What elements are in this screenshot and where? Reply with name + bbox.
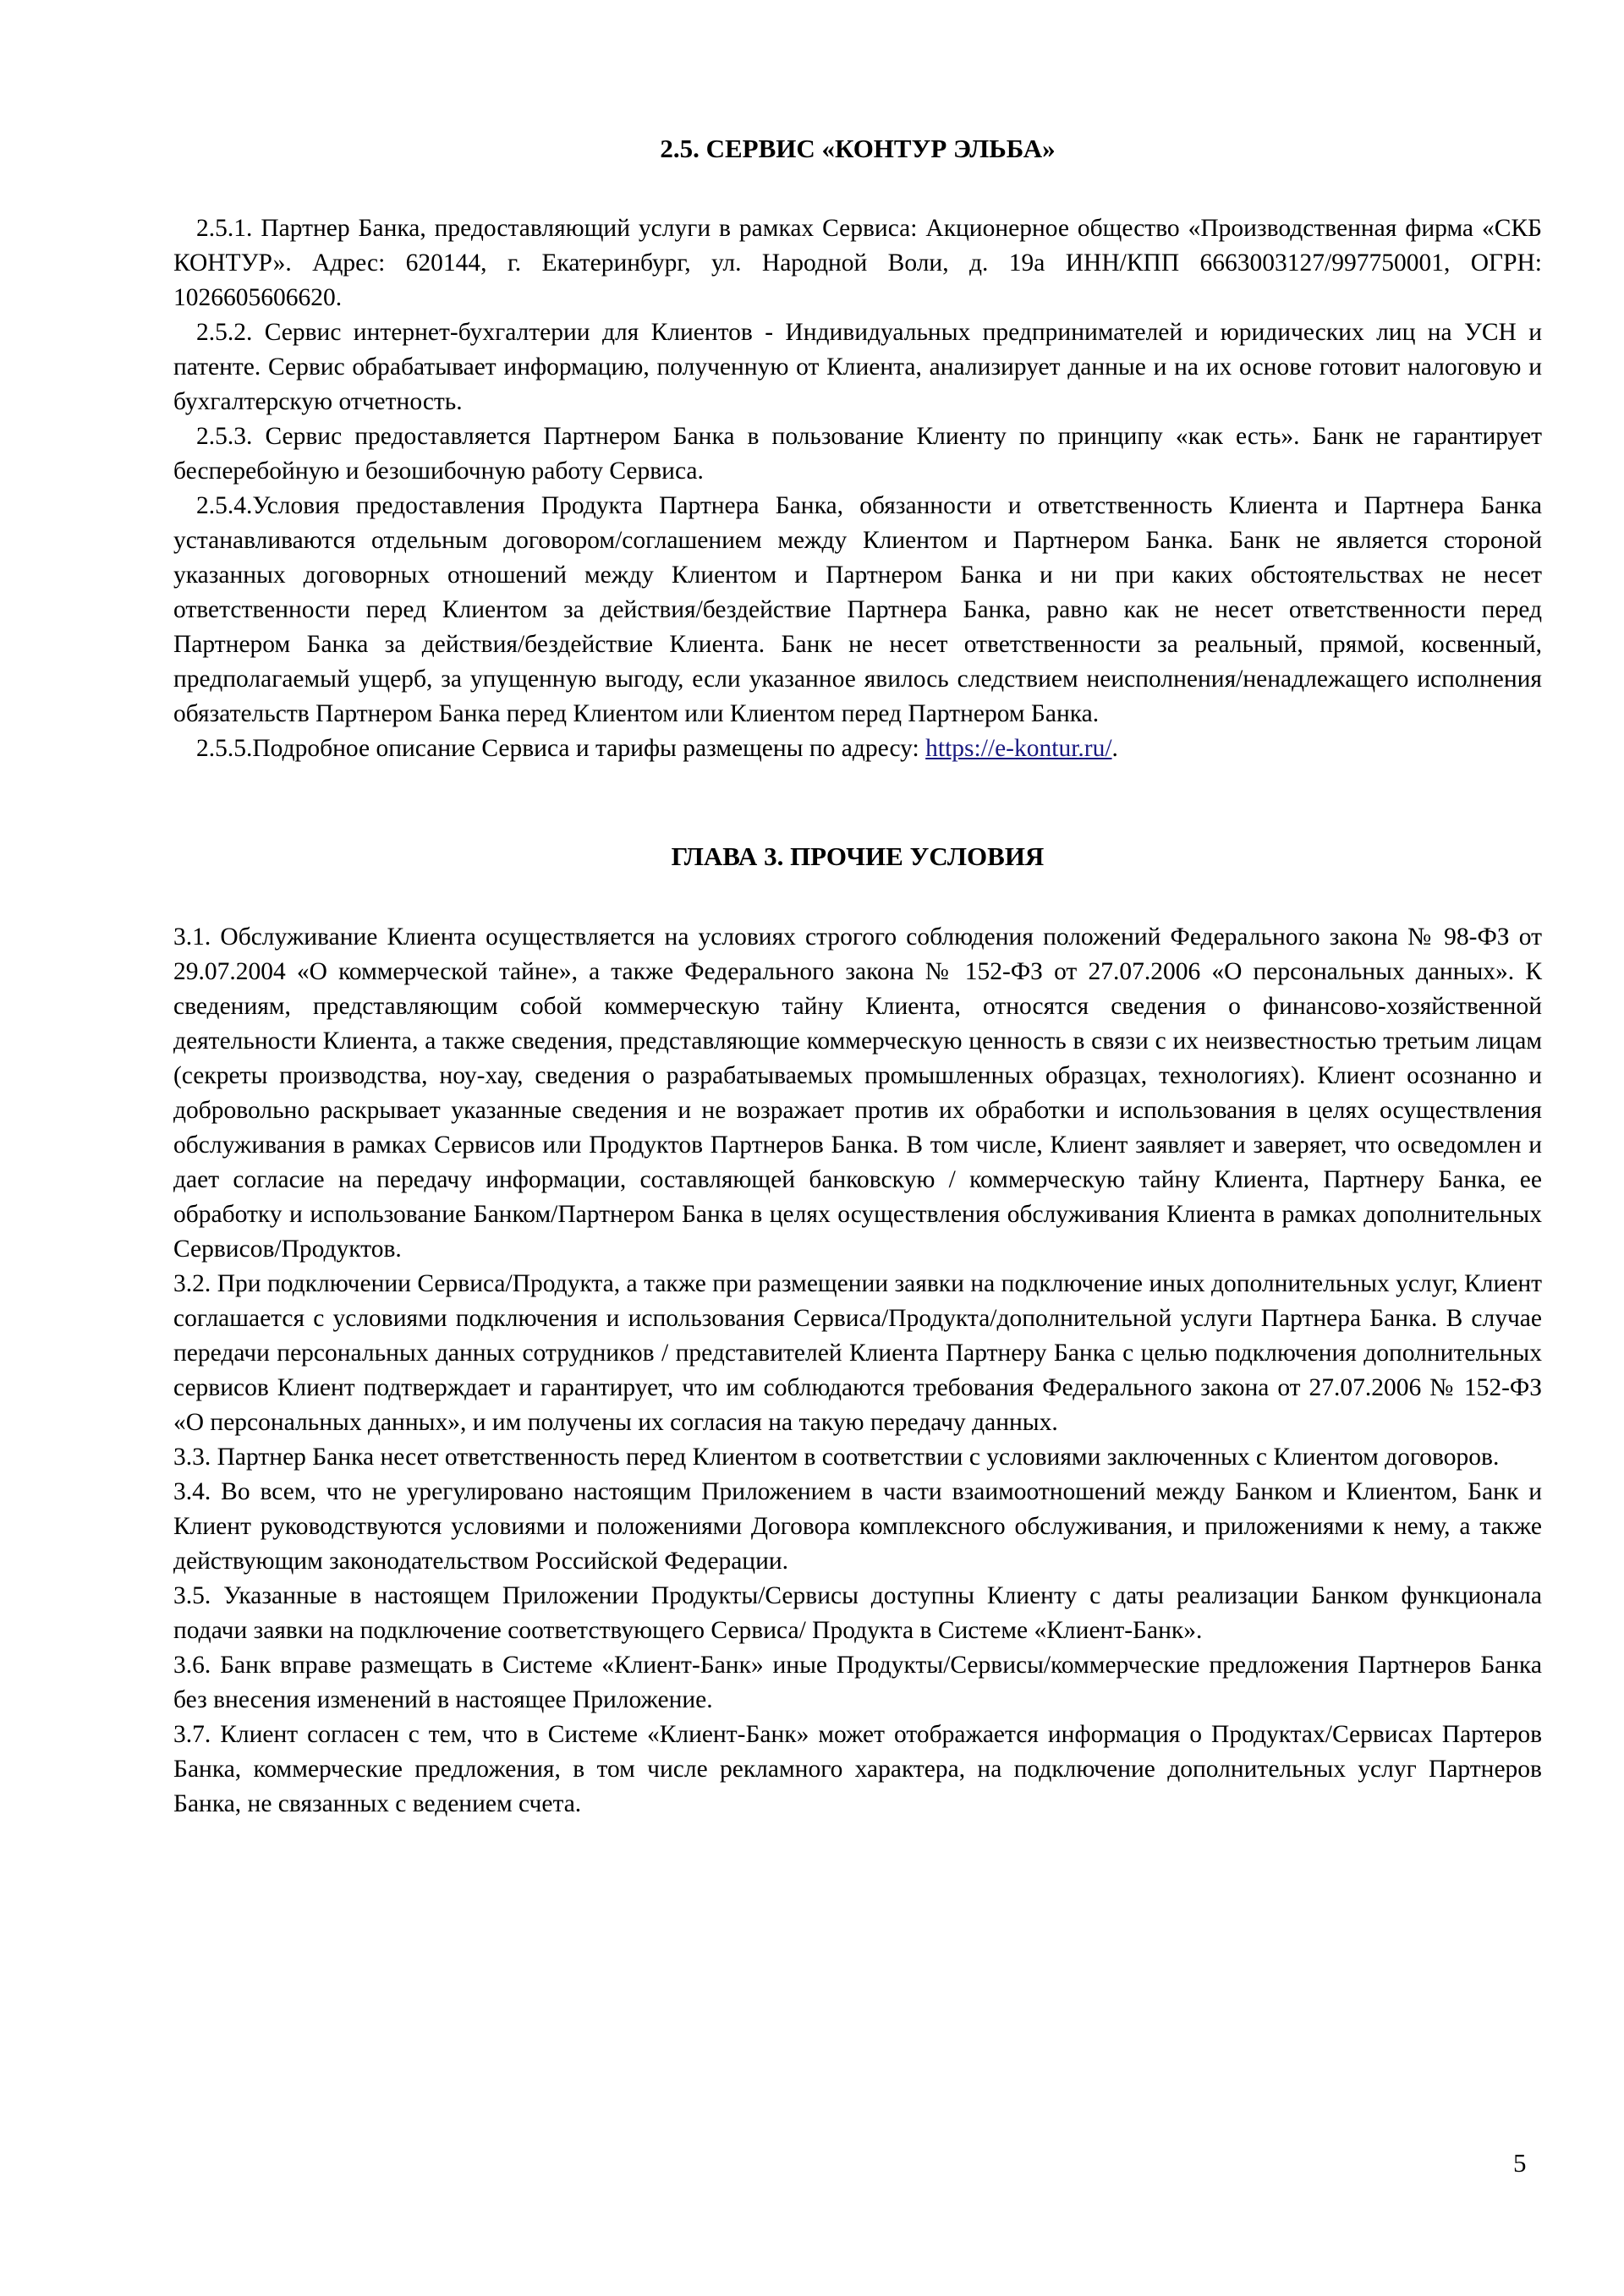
chapter-3-body — [173, 920, 1542, 1822]
paragraph-2-5-3: 2.5.3. Сервис предоставляется Партнером Банка в пользование Клиенту по принципу «как есть». Банк не гарантирует бесперебойную и безошибочную работу Сервиса. — [173, 423, 1542, 485]
chapter-heading-3: ГЛАВА 3. ПРОЧИЕ УСЛОВИЯ — [671, 841, 1045, 871]
section-2-5-body — [173, 211, 1542, 766]
paragraph-2-5-5-text: 2.5.5.Подробное описание Сервиса и тарифы размещены по адресу: — [196, 735, 926, 762]
page-number: 5 — [1513, 2148, 1527, 2178]
paragraph-3-1 — [173, 920, 1542, 1267]
paragraph-3-6: 3.6. Банк вправе размещать в Системе «Клиент-Банк» иные Продукты/Сервисы/коммерческие предложения Партнеров Банка без внесения изменений в настоящее Приложение. — [173, 1652, 1542, 1713]
paragraph-3-2: 3.2. При подключении Сервиса/Продукта, а также при размещении заявки на подключение иных дополнительных услуг, Клиент соглашается с условиями подключения и использования Сервиса/Продукта/дополнительной услуги Партнера Банка. В случае передачи персональных данных сотрудников / представителей Клиента Партнеру Банка с целью подключения дополнительных сервисов Клиент подтверждает и гарантирует, что им соблюдаются требования Федерального закона от 27.07.2006 № 152-ФЗ «О персональных данных», и им получены их согласия на такую передачу данных. — [173, 1270, 1542, 1436]
paragraph-3-5: 3.5. Указанные в настоящем Приложении Продукты/Сервисы доступны Клиенту с даты реализации Банком функционала подачи заявки на подключение соответствующего Сервиса/ Продукта в Системе «Клиент-Банк». — [173, 1582, 1542, 1644]
paragraph-3-1-text: 3.1. Обслуживание Клиента осуществляется на условиях строгого соблюдения положений Федерального закона № 98-ФЗ от 29.07.2004 «О коммерческой тайне», а также Федерального закона № 152-ФЗ от 27.07.2006 «О персональных данных». К сведениям, представляющим собой коммерческую тайну Клиента, относятся сведения о финансово-хозяйственной деятельности Клиента, а также сведения, представляющие коммерческую ценность в связи с их неизвестностью третьим лицам (секреты производства, ноу-хау, сведения о разрабатываемых промышленных образцах, технологиях). Клиент осознанно и добровольно раскрывает указанные сведения и не возражает против их обработки и использования в целях осуществления обслуживания в рамках Сервисов или Продуктов Партнеров Банка. В том числе, Клиент заявляет и заверяет, что осведомлен и дает согласие на передачу информации, составляющей банковскую / коммерческую тайну Клиента, Партнеру Банка, ее обработку и использование Банком/Партнером Банка в целях осуществления обслуживания Клиента в рамках дополнительных Сервисов/Продуктов. — [173, 923, 1542, 1263]
paragraph-2-5-4: 2.5.4.Условия предоставления Продукта Партнера Банка, обязанности и ответственность Клиента и Партнера Банка устанавливаются отдельным договором/соглашением между Клиентом и Партнером Банка. Банк не является стороной указанных договорных отношений между Клиентом и Партнером Банка и ни при каких обстоятельствах не несет ответственности перед Клиентом за действия/бездействие Партнера Банка, равно как не несет ответственности перед Партнером Банка за действия/бездействие Клиента. Банк не несет ответственности за реальный, прямой, косвенный, предполагаемый ущерб, за упущенную выгоду, если указанное явилось следствием неисполнения/ненадлежащего исполнения обязательств Партнером Банка перед Клиентом или Клиентом перед Партнером Банка. — [173, 492, 1542, 727]
paragraph-3-4: 3.4. Во всем, что не урегулировано настоящим Приложением в части взаимоотношений между Банком и Клиентом, Банк и Клиент руководствуются условиями и положениями Договора комплексного обслуживания, и приложениями к нему, а также действующим законодательством Российской Федерации. — [173, 1478, 1542, 1575]
paragraph-2-5-1: 2.5.1. Партнер Банка, предоставляющий услуги в рамках Сервиса: Акционерное общество «Производственная фирма «СКБ КОНТУР». Адрес: 620144, г. Екатеринбург, ул. Народной Воли, д. 19а ИНН/КПП 6663003127/997750001, ОГРН: 1026605606620. — [173, 215, 1542, 311]
kontur-website-link[interactable]: https://e-kontur.ru/ — [925, 735, 1112, 762]
section-heading-2-5: 2.5. СЕРВИС «КОНТУР ЭЛЬБА» — [660, 134, 1056, 163]
paragraph-3-7: 3.7. Клиент согласен с тем, что в Системе «Клиент-Банк» может отображается информация о Продуктах/Сервисах Партеров Банка, коммерческие предложения, в том числе рекламного характера, на подключение дополнительных услуг Партнеров Банка, не связанных с ведением счета. — [173, 1721, 1542, 1817]
paragraph-2-5-5 — [173, 732, 1542, 766]
paragraph-3-3: 3.3. Партнер Банка несет ответственность перед Клиентом в соответствии с условиями заключенных с Клиентом договоров. — [173, 1444, 1500, 1471]
paragraph-2-5-5-period: . — [1111, 735, 1118, 762]
paragraph-2-5-2: 2.5.2. Сервис интернет-бухгалтерии для Клиентов - Индивидуальных предпринимателей и юридических лиц на УСН и патенте. Сервис обрабатывает информацию, полученную от Клиента, анализирует данные и на их основе готовит налоговую и бухгалтерскую отчетность. — [173, 319, 1542, 415]
